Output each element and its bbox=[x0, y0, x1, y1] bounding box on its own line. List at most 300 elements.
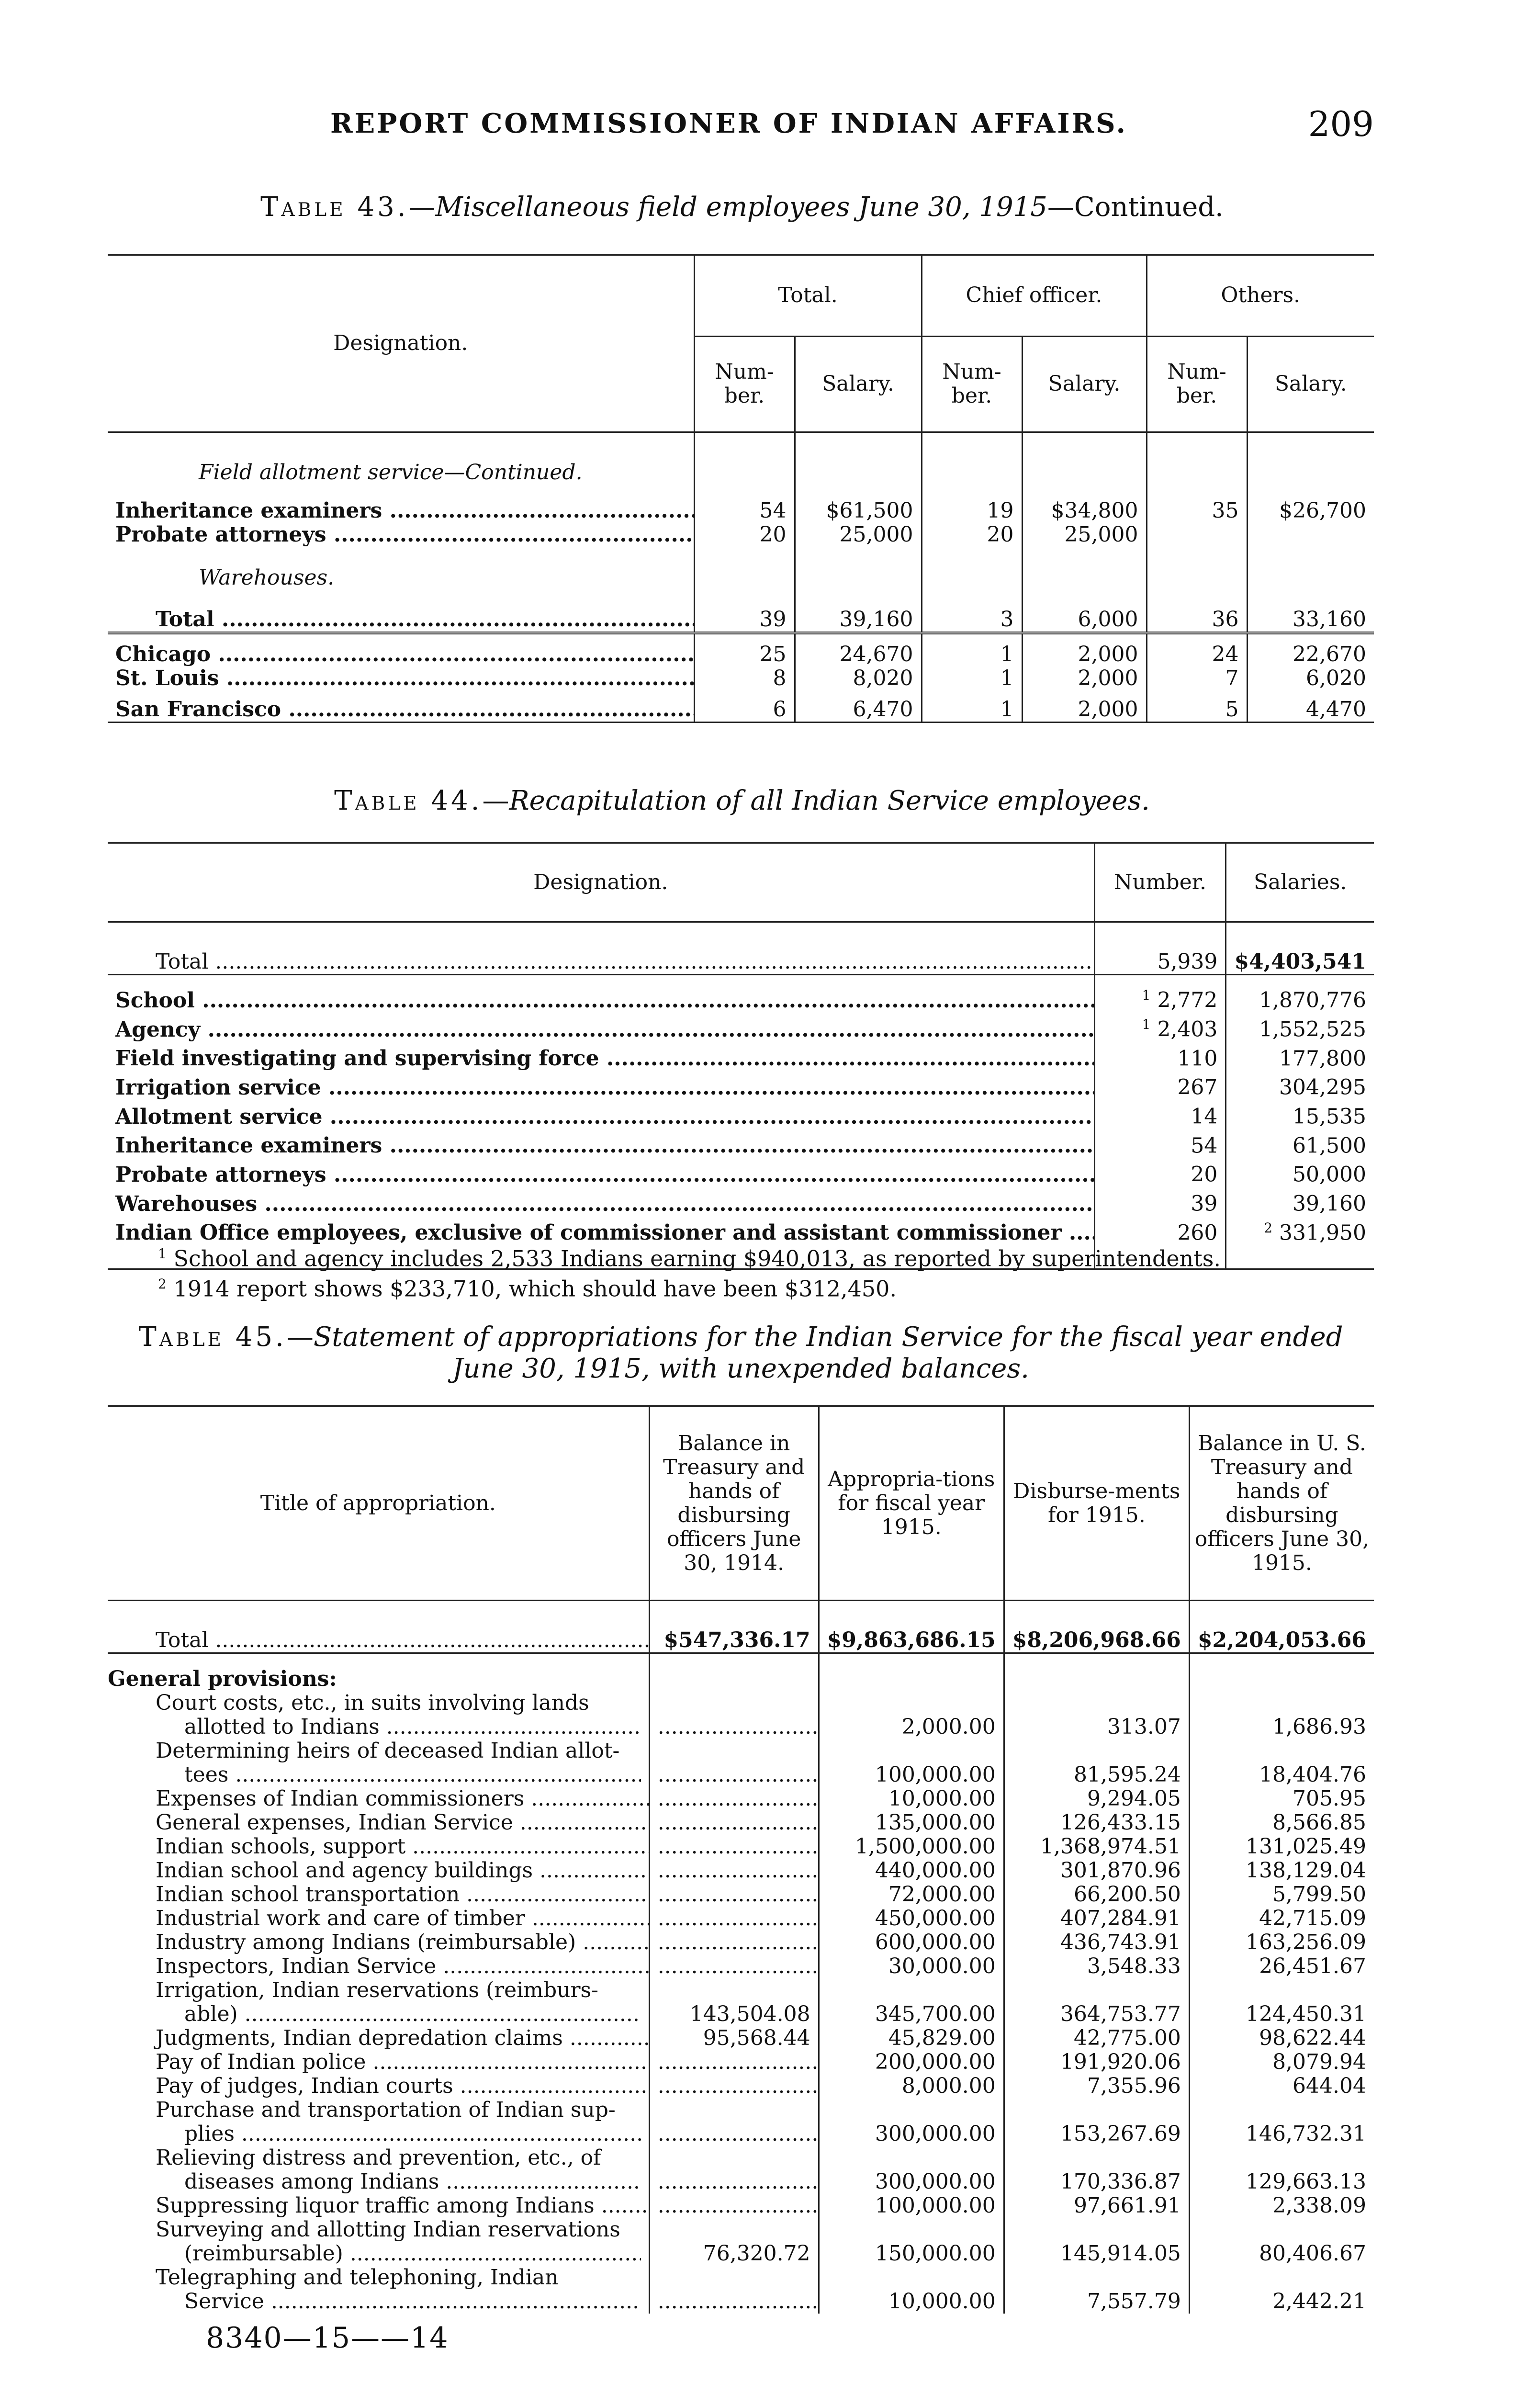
value-number bbox=[1094, 1042, 1226, 1071]
value-app: 200,000.00 bbox=[819, 2050, 1004, 2074]
value-app: 150,000.00 bbox=[819, 2218, 1004, 2266]
title bbox=[108, 1787, 649, 1811]
title bbox=[108, 1978, 649, 2026]
value-ts: 8,020 bbox=[795, 666, 922, 690]
title-line2: allotted to Indians bbox=[184, 1715, 380, 1739]
empty-cell bbox=[819, 1653, 1004, 1691]
value-b15: 98,622.44 bbox=[1189, 2026, 1374, 2050]
title-line2: diseases among Indians bbox=[184, 2170, 439, 2194]
title-line2-wrap bbox=[156, 2170, 641, 2194]
value-app: 10,000.00 bbox=[819, 2266, 1004, 2314]
empty-cell bbox=[1004, 1653, 1189, 1691]
value-dis: 364,753.77 bbox=[1004, 1978, 1189, 2026]
value-app: 2,000.00 bbox=[819, 1691, 1004, 1739]
t45-header-title: Title of appropriation. bbox=[260, 1491, 496, 1515]
value-b14 bbox=[649, 1954, 819, 1978]
value-b15: 705.95 bbox=[1189, 1787, 1374, 1811]
title-line: Indian schools, support bbox=[156, 1835, 406, 1859]
value-number bbox=[1094, 1187, 1226, 1216]
value-dis: 191,920.06 bbox=[1004, 2050, 1189, 2074]
designation-label: Indian Office employees, exclusive of commissioner and assistant commissioner bbox=[115, 1220, 1062, 1245]
t43-header-salary: Salary. bbox=[795, 336, 922, 432]
designation bbox=[108, 666, 694, 690]
value-cn: 19 bbox=[922, 485, 1022, 523]
table-row bbox=[108, 2050, 1374, 2074]
title-line: Suppressing liquor traffic among Indians bbox=[156, 2194, 595, 2218]
value-app: 10,000.00 bbox=[819, 1787, 1004, 1811]
table-44-label: Table 44. bbox=[334, 785, 483, 816]
value-ts: 6,470 bbox=[795, 690, 922, 722]
value-tn: 39 bbox=[694, 590, 795, 633]
table-row bbox=[108, 1071, 1374, 1100]
value-app: 1,500,000.00 bbox=[819, 1835, 1004, 1859]
title-line1: Purchase and transportation of Indian sup- bbox=[156, 2098, 616, 2122]
designation bbox=[108, 1187, 1094, 1216]
value-on: 36 bbox=[1147, 590, 1247, 633]
value-cs: 2,000 bbox=[1022, 633, 1147, 666]
value-dis: 301,870.96 bbox=[1004, 1859, 1189, 1883]
value-tn: 6 bbox=[694, 690, 795, 722]
table-43-title: Miscellaneous field employees June 30, 1915 bbox=[435, 192, 1047, 223]
designation bbox=[108, 523, 694, 547]
value-b14 bbox=[649, 1907, 819, 1931]
empty-cell bbox=[1189, 1653, 1374, 1691]
value-app: 72,000.00 bbox=[819, 1883, 1004, 1907]
title bbox=[108, 1739, 649, 1787]
value-b15: 8,079.94 bbox=[1189, 2050, 1374, 2074]
value-b15: 163,256.09 bbox=[1189, 1931, 1374, 1954]
title bbox=[108, 2026, 649, 2050]
title bbox=[108, 1907, 649, 1931]
value-on bbox=[1147, 523, 1247, 547]
total-row bbox=[108, 922, 1374, 974]
title bbox=[108, 2146, 649, 2194]
value-cs: 2,000 bbox=[1022, 666, 1147, 690]
footnote-marker: 2 bbox=[158, 1276, 167, 1292]
title-line1: Relieving distress and prevention, etc., of bbox=[156, 2146, 601, 2170]
value-dis: 436,743.91 bbox=[1004, 1931, 1189, 1954]
salaries-value: 331,950 bbox=[1279, 1220, 1366, 1245]
value-cs: $34,800 bbox=[1022, 485, 1147, 523]
value-os: 6,020 bbox=[1247, 666, 1374, 690]
footnote-marker: 1 bbox=[1142, 1016, 1151, 1032]
table-45-caption: Table 45.—Statement of appropriations for the Indian Service for the fiscal year ended June 30, 1915, with unexpended balances. bbox=[138, 1321, 1343, 1384]
salaries-value: 50,000 bbox=[1293, 1162, 1366, 1187]
t45-header-appropriations: Appropria-tions for fiscal year 1915. bbox=[819, 1406, 1004, 1600]
title bbox=[108, 1954, 649, 1978]
value-number bbox=[1094, 1158, 1226, 1187]
value-number: 5,939 bbox=[1094, 922, 1226, 974]
title-line2: (reimbursable) bbox=[184, 2242, 343, 2266]
value-cs: 2,000 bbox=[1022, 690, 1147, 722]
table-row bbox=[108, 1100, 1374, 1129]
value-b14 bbox=[649, 1859, 819, 1883]
value-salaries bbox=[1226, 1071, 1374, 1100]
table-row bbox=[108, 2218, 1374, 2266]
value-ts: 25,000 bbox=[795, 523, 922, 547]
total-row bbox=[108, 1600, 1374, 1653]
empty-cell bbox=[1147, 547, 1247, 590]
empty-cell bbox=[922, 432, 1022, 485]
t44-header-salaries: Salaries. bbox=[1226, 843, 1374, 922]
table-row bbox=[108, 1158, 1374, 1187]
value-dis: 126,433.15 bbox=[1004, 1811, 1189, 1835]
total-row bbox=[108, 590, 1374, 633]
empty-cell bbox=[1147, 432, 1247, 485]
empty-cell bbox=[1247, 432, 1374, 485]
table-row bbox=[108, 1978, 1374, 2026]
value-b14: 76,320.72 bbox=[649, 2218, 819, 2266]
title-line2: able) bbox=[184, 2002, 238, 2026]
value-b15: 644.04 bbox=[1189, 2074, 1374, 2098]
number-value: 260 bbox=[1177, 1220, 1218, 1245]
title bbox=[108, 1691, 649, 1739]
footnote bbox=[158, 1241, 1403, 1271]
value-b14: $547,336.17 bbox=[649, 1600, 819, 1653]
designation bbox=[108, 1071, 1094, 1100]
value-os: 33,160 bbox=[1247, 590, 1374, 633]
value-os: 4,470 bbox=[1247, 690, 1374, 722]
footnote-marker: 1 bbox=[158, 1246, 167, 1262]
value-number bbox=[1094, 1100, 1226, 1129]
table-row bbox=[108, 2074, 1374, 2098]
table-43-label: Table 43. bbox=[260, 192, 409, 223]
designation bbox=[108, 590, 694, 633]
value-b15: 2,442.21 bbox=[1189, 2266, 1374, 2314]
value-cs: 6,000 bbox=[1022, 590, 1147, 633]
running-head-title: REPORT COMMISSIONER OF INDIAN AFFAIRS. bbox=[330, 108, 1128, 139]
value-b15: 129,663.13 bbox=[1189, 2146, 1374, 2194]
title-line: General expenses, Indian Service bbox=[156, 1811, 513, 1835]
value-b14 bbox=[649, 2050, 819, 2074]
designation-label: Allotment service bbox=[115, 1104, 323, 1129]
value-dis: 7,355.96 bbox=[1004, 2074, 1189, 2098]
title-line2-wrap bbox=[156, 2122, 641, 2146]
value-app: 600,000.00 bbox=[819, 1931, 1004, 1954]
value-cn: 1 bbox=[922, 690, 1022, 722]
value-cn: 1 bbox=[922, 666, 1022, 690]
value-number bbox=[1094, 974, 1226, 1013]
t43-header-designation: Designation. bbox=[333, 331, 468, 356]
value-b14 bbox=[649, 1787, 819, 1811]
value-b14 bbox=[649, 1739, 819, 1787]
empty-cell bbox=[795, 547, 922, 590]
title-line2-wrap bbox=[156, 1763, 641, 1787]
table-row bbox=[108, 1954, 1374, 1978]
table-row bbox=[108, 1187, 1374, 1216]
value-on: 7 bbox=[1147, 666, 1247, 690]
table-row bbox=[108, 1931, 1374, 1954]
value-app: 100,000.00 bbox=[819, 2194, 1004, 2218]
value-ts: 39,160 bbox=[795, 590, 922, 633]
value-dis: 3,548.33 bbox=[1004, 1954, 1189, 1978]
section-label: General provisions: bbox=[108, 1667, 337, 1691]
number-value: 20 bbox=[1191, 1162, 1218, 1187]
number-value: 14 bbox=[1191, 1104, 1218, 1129]
designation-label: Field investigating and supervising force bbox=[115, 1046, 599, 1071]
value-salaries bbox=[1226, 1042, 1374, 1071]
value-cn: 1 bbox=[922, 633, 1022, 666]
designation bbox=[108, 1042, 1094, 1071]
title-line2: Service bbox=[184, 2290, 264, 2314]
number-value: 110 bbox=[1177, 1046, 1218, 1071]
title bbox=[108, 2218, 649, 2266]
title-line2: plies bbox=[184, 2122, 235, 2146]
value-number bbox=[1094, 1071, 1226, 1100]
title-line2-wrap bbox=[156, 2002, 641, 2026]
t43-header-others: Others. bbox=[1147, 255, 1374, 336]
value-tn: 20 bbox=[694, 523, 795, 547]
value-b14 bbox=[649, 2098, 819, 2146]
table-row bbox=[108, 1811, 1374, 1835]
designation-label: Chicago bbox=[115, 642, 211, 666]
t43-header-salary: Salary. bbox=[1247, 336, 1374, 432]
designation-label: Agency bbox=[115, 1017, 201, 1042]
designation bbox=[108, 922, 1094, 974]
value-dis: 9,294.05 bbox=[1004, 1787, 1189, 1811]
value-on: 5 bbox=[1147, 690, 1247, 722]
designation bbox=[108, 974, 1094, 1013]
value-dis: 145,914.05 bbox=[1004, 2218, 1189, 2266]
designation-label: School bbox=[115, 988, 195, 1013]
table-44-footnotes bbox=[158, 1241, 1403, 1302]
designation-label: Inheritance examiners bbox=[115, 1133, 382, 1158]
value-b14: 95,568.44 bbox=[649, 2026, 819, 2050]
designation-label: Probate attorneys bbox=[115, 523, 326, 547]
t43-header-number: Num-ber. bbox=[694, 336, 795, 432]
t44-header-designation: Designation. bbox=[533, 870, 668, 894]
value-dis: 313.07 bbox=[1004, 1691, 1189, 1739]
title-line: Inspectors, Indian Service bbox=[156, 1954, 437, 1978]
value-os: $26,700 bbox=[1247, 485, 1374, 523]
value-b15: 42,715.09 bbox=[1189, 1907, 1374, 1931]
value-salaries bbox=[1226, 1187, 1374, 1216]
value-tn: 25 bbox=[694, 633, 795, 666]
title-line1: Surveying and allotting Indian reservations bbox=[156, 2217, 620, 2242]
empty-cell bbox=[694, 547, 795, 590]
title bbox=[108, 2098, 649, 2146]
title bbox=[108, 2074, 649, 2098]
t45-header-balance-1914: Balance in Treasury and hands of disbursing officers June 30, 1914. bbox=[649, 1406, 819, 1600]
salaries-value: 61,500 bbox=[1293, 1133, 1366, 1158]
value-b15: 26,451.67 bbox=[1189, 1954, 1374, 1978]
value-b15: 1,686.93 bbox=[1189, 1691, 1374, 1739]
value-salaries bbox=[1226, 974, 1374, 1013]
section-heading bbox=[108, 432, 1374, 485]
table-row bbox=[108, 2098, 1374, 2146]
page-number: 209 bbox=[1308, 104, 1374, 144]
salaries-value: 39,160 bbox=[1293, 1191, 1366, 1216]
empty-cell bbox=[694, 432, 795, 485]
value-b15: 124,450.31 bbox=[1189, 1978, 1374, 2026]
designation-label: Warehouses bbox=[115, 1191, 258, 1216]
value-cn: 20 bbox=[922, 523, 1022, 547]
number-value: 54 bbox=[1191, 1133, 1218, 1158]
value-salaries bbox=[1226, 1100, 1374, 1129]
value-cs: 25,000 bbox=[1022, 523, 1147, 547]
value-b15: 5,799.50 bbox=[1189, 1883, 1374, 1907]
table-row bbox=[108, 1042, 1374, 1071]
value-ts: 24,670 bbox=[795, 633, 922, 666]
value-dis: 1,368,974.51 bbox=[1004, 1835, 1189, 1859]
value-cn: 3 bbox=[922, 590, 1022, 633]
value-app: 300,000.00 bbox=[819, 2098, 1004, 2146]
title-line: Pay of judges, Indian courts bbox=[156, 2074, 453, 2098]
title-line: Pay of Indian police bbox=[156, 2050, 366, 2074]
footnote-marker: 2 bbox=[1264, 1220, 1273, 1236]
table-row bbox=[108, 1013, 1374, 1042]
value-b15: 8,566.85 bbox=[1189, 1811, 1374, 1835]
value-b14 bbox=[649, 1931, 819, 1954]
value-salaries bbox=[1226, 1013, 1374, 1042]
designation-label: Inheritance examiners bbox=[115, 498, 382, 523]
title-line: Indian school transportation bbox=[156, 1883, 460, 1907]
signature-mark: 8340—15——14 bbox=[206, 2321, 449, 2355]
title-label: Total bbox=[156, 1627, 209, 1652]
footnote-text: 1914 report shows $233,710, which should have been $312,450. bbox=[173, 1276, 897, 1302]
empty-cell bbox=[649, 1653, 819, 1691]
title-line: Expenses of Indian commissioners bbox=[156, 1787, 525, 1811]
table-44-title: Recapitulation of all Indian Service employees. bbox=[509, 785, 1150, 816]
value-dis: 153,267.69 bbox=[1004, 2098, 1189, 2146]
table-44 bbox=[108, 842, 1374, 1270]
table-45 bbox=[108, 1405, 1374, 2314]
table-row bbox=[108, 2026, 1374, 2050]
designation-label: Total bbox=[156, 949, 209, 974]
value-app: 440,000.00 bbox=[819, 1859, 1004, 1883]
number-value: 39 bbox=[1191, 1191, 1218, 1216]
value-b15: $2,204,053.66 bbox=[1189, 1600, 1374, 1653]
value-dis: 407,284.91 bbox=[1004, 1907, 1189, 1931]
value-b14: 143,504.08 bbox=[649, 1978, 819, 2026]
t45-header-balance-1915: Balance in U. S. Treasury and hands of disbursing officers June 30, 1915. bbox=[1189, 1406, 1374, 1600]
value-app: 8,000.00 bbox=[819, 2074, 1004, 2098]
title-line1: Court costs, etc., in suits involving lands bbox=[156, 1691, 589, 1715]
title-line: Industry among Indians (reimbursable) bbox=[156, 1931, 576, 1954]
t43-header-total: Total. bbox=[694, 255, 922, 336]
value-number bbox=[1094, 1129, 1226, 1158]
value-dis: 170,336.87 bbox=[1004, 2146, 1189, 2194]
title-line1: Telegraphing and telephoning, Indian bbox=[156, 2265, 559, 2290]
value-dis: 97,661.91 bbox=[1004, 2194, 1189, 2218]
value-b14 bbox=[649, 2146, 819, 2194]
value-app: 450,000.00 bbox=[819, 1907, 1004, 1931]
value-ts: $61,500 bbox=[795, 485, 922, 523]
value-b14 bbox=[649, 1883, 819, 1907]
value-salaries bbox=[1226, 1158, 1374, 1187]
t43-header-salary: Salary. bbox=[1022, 336, 1147, 432]
title-line1: Irrigation, Indian reservations (reimburs- bbox=[156, 1978, 598, 2002]
value-dis: 7,557.79 bbox=[1004, 2266, 1189, 2314]
value-b15: 80,406.67 bbox=[1189, 2218, 1374, 2266]
footnote bbox=[158, 1271, 1403, 1301]
value-app: $9,863,686.15 bbox=[819, 1600, 1004, 1653]
empty-cell bbox=[1022, 547, 1147, 590]
designation-label: San Francisco bbox=[115, 697, 281, 722]
title bbox=[108, 1931, 649, 1954]
title bbox=[108, 1883, 649, 1907]
designation bbox=[108, 1013, 1094, 1042]
value-salaries: $4,403,541 bbox=[1226, 922, 1374, 974]
value-salaries bbox=[1226, 1129, 1374, 1158]
value-number bbox=[1094, 1013, 1226, 1042]
designation bbox=[108, 485, 694, 523]
title bbox=[108, 1859, 649, 1883]
table-row bbox=[108, 974, 1374, 1013]
value-b14 bbox=[649, 2266, 819, 2314]
table-row bbox=[108, 1835, 1374, 1859]
value-app: 45,829.00 bbox=[819, 2026, 1004, 2050]
number-value: 2,403 bbox=[1157, 1017, 1218, 1042]
salaries-value: 15,535 bbox=[1293, 1104, 1366, 1129]
value-b14 bbox=[649, 1691, 819, 1739]
designation-label: Irrigation service bbox=[115, 1075, 321, 1100]
table-row bbox=[108, 1859, 1374, 1883]
t44-header-number: Number. bbox=[1094, 843, 1226, 922]
title-line2: tees bbox=[184, 1763, 229, 1787]
value-app: 300,000.00 bbox=[819, 2146, 1004, 2194]
table-row bbox=[108, 2266, 1374, 2314]
table-row bbox=[108, 1129, 1374, 1158]
t43-header-number: Num-ber. bbox=[1147, 336, 1247, 432]
value-b15: 146,732.31 bbox=[1189, 2098, 1374, 2146]
empty-cell bbox=[795, 432, 922, 485]
value-app: 100,000.00 bbox=[819, 1739, 1004, 1787]
table-row bbox=[108, 1691, 1374, 1739]
t43-header-chief: Chief officer. bbox=[922, 255, 1147, 336]
table-43-title-rest: —Continued. bbox=[1047, 192, 1224, 223]
value-b14 bbox=[649, 1811, 819, 1835]
title-line2-wrap bbox=[156, 1715, 641, 1739]
salaries-value: 1,552,525 bbox=[1259, 1017, 1366, 1042]
title bbox=[108, 2050, 649, 2074]
value-dis: $8,206,968.66 bbox=[1004, 1600, 1189, 1653]
salaries-value: 1,870,776 bbox=[1259, 988, 1366, 1013]
title bbox=[108, 1811, 649, 1835]
title-line2-wrap bbox=[156, 2290, 641, 2314]
designation-label: St. Louis bbox=[115, 666, 219, 690]
table-row bbox=[108, 633, 1374, 666]
title-line: Industrial work and care of timber bbox=[156, 1907, 525, 1931]
title-line: Indian school and agency buildings bbox=[156, 1859, 533, 1883]
table-row bbox=[108, 2194, 1374, 2218]
value-on: 24 bbox=[1147, 633, 1247, 666]
designation bbox=[108, 1100, 1094, 1129]
designation-label: Total bbox=[156, 607, 214, 632]
value-os bbox=[1247, 523, 1374, 547]
t45-header-disbursements: Disburse-ments for 1915. bbox=[1004, 1406, 1189, 1600]
title bbox=[108, 1835, 649, 1859]
value-app: 345,700.00 bbox=[819, 1978, 1004, 2026]
empty-cell bbox=[922, 547, 1022, 590]
value-app: 135,000.00 bbox=[819, 1811, 1004, 1835]
section-heading-label: Warehouses. bbox=[199, 565, 335, 590]
empty-cell bbox=[1247, 547, 1374, 590]
section-heading bbox=[108, 547, 1374, 590]
title-line: Judgments, Indian depredation claims bbox=[156, 2026, 563, 2050]
value-tn: 54 bbox=[694, 485, 795, 523]
table-44-caption: Table 44.—Recapitulation of all Indian Service employees. bbox=[334, 785, 1150, 816]
table-row bbox=[108, 1907, 1374, 1931]
number-value: 2,772 bbox=[1157, 988, 1218, 1013]
table-row bbox=[108, 1739, 1374, 1787]
value-b14 bbox=[649, 2194, 819, 2218]
title bbox=[108, 1600, 649, 1653]
value-b14 bbox=[649, 1835, 819, 1859]
table-43-caption: Table 43.—Miscellaneous field employees June 30, 1915—Continued. bbox=[260, 192, 1224, 223]
value-b15: 2,338.09 bbox=[1189, 2194, 1374, 2218]
section-heading bbox=[108, 1653, 1374, 1691]
